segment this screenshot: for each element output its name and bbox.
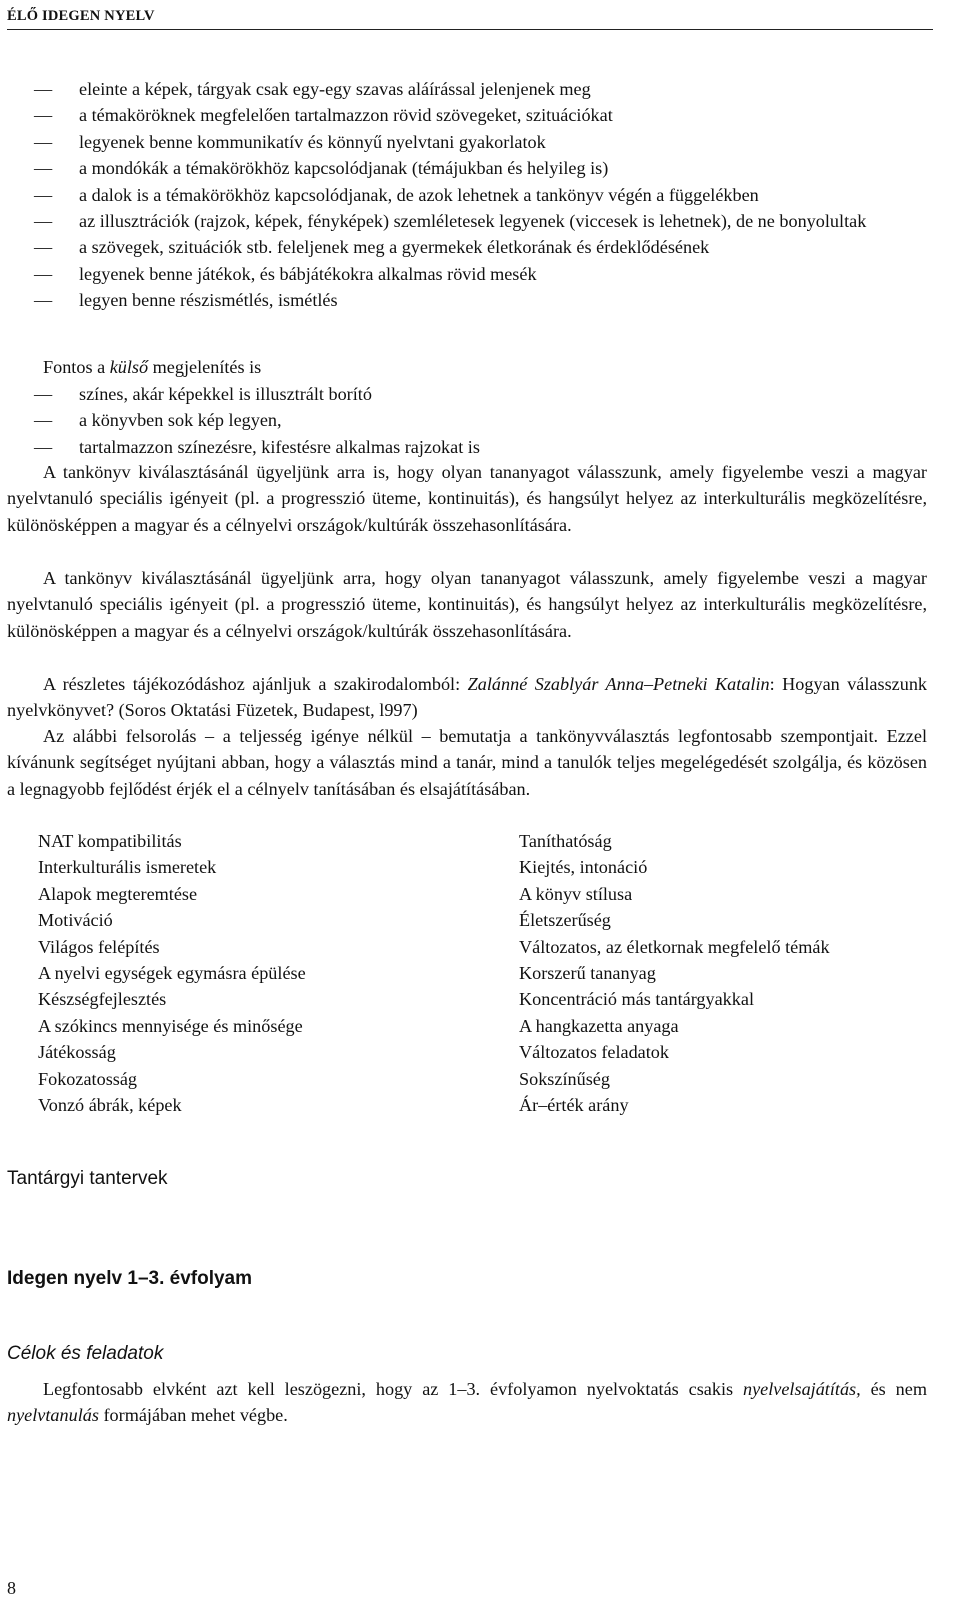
list-item: — a dalok is a témakörökhöz kapcsolódjanak, de azok lehetnek a tankönyv végén a függelékben — [7, 182, 927, 208]
dash-bullet: — — [34, 184, 53, 205]
paragraph-1: A tankönyv kiválasztásánál ügyeljünk arra is, hogy olyan tananyagot válasszunk, amely figyelembe veszi a magyar nyelvtanuló speciális igényeit (pl. a progresszió üteme, kontinuitás), és hangsúlyt helyez az interkulturális megközelítésre, különösképpen a magyar és a célnyelvi országok/kultúrák összehasonlítására. — [7, 462, 927, 535]
external-appearance-list — [7, 381, 927, 460]
author-names: Zalánné Szablyár Anna–Petneki Katalin — [467, 674, 770, 694]
textbook-content-list — [7, 76, 927, 314]
dash-bullet: — — [34, 436, 53, 457]
list-item: Ár–érték arány — [519, 1095, 629, 1116]
goals-heading: Célok és feladatok — [7, 1343, 164, 1364]
list-item: Vonzó ábrák, képek — [38, 1095, 182, 1116]
section-heading: Tantárgyi tantervek — [7, 1168, 168, 1189]
list-item: Fokozatosság — [38, 1068, 138, 1089]
list-item: A szókincs mennyisége és minősége — [38, 1015, 303, 1036]
external-appearance-intro: Fontos a külső megjelenítés is — [43, 357, 262, 377]
list-item: — legyenek benne kommunikatív és könnyű nyelvtani gyakorlatok — [7, 129, 927, 155]
list-item: Készségfejlesztés — [38, 989, 167, 1010]
list-item: — a témaköröknek megfelelően tartalmazzon rövid szövegeket, szituációkat — [7, 102, 927, 128]
dash-bullet: — — [34, 410, 53, 431]
criteria-left-column — [38, 828, 306, 1118]
dash-bullet: — — [34, 79, 53, 99]
list-item: A hangkazetta anyaga — [519, 1015, 679, 1036]
list-item: Világos felépítés — [38, 936, 160, 957]
list-item: — legyen benne részismétlés, ismétlés — [7, 287, 927, 313]
list-item: — színes, akár képekkel is illusztrált borító — [7, 381, 927, 407]
list-item: Sokszínűség — [519, 1068, 610, 1089]
list-item: NAT kompatibilitás — [38, 831, 182, 851]
list-item: Változatos, az életkornak megfelelő témák — [519, 936, 830, 957]
running-header — [7, 8, 933, 30]
dash-bullet: — — [34, 290, 53, 311]
criteria-right-column — [519, 828, 830, 1118]
list-item: — a mondókák a témakörökhöz kapcsolódjanak (témájukban és helyileg is) — [7, 155, 927, 181]
list-item: Motiváció — [38, 910, 113, 931]
dash-bullet: — — [34, 158, 53, 179]
list-item: — az illusztrációk (rajzok, képek, fényképek) szemléletesek legyenek (viccesek is lehetnek), de ne bonyolultak — [7, 208, 927, 234]
dash-bullet: — — [34, 237, 53, 258]
dash-bullet: — — [34, 384, 53, 404]
paragraph-4: Az alábbi felsorolás – a teljesség igénye nélkül – bemutatja a tankönyvválasztás legfontosabb szempontjait. Ezzel kívánunk segítséget nyújtani abban, hogy a választás mind a tanár, mind a tanulók teljes megelégedését szolgálja, és közösen a legnagyobb fejlődést érjék el a célnyelv tanításában és elsajátításában. — [7, 726, 927, 799]
dash-bullet: — — [34, 211, 53, 232]
goals-paragraph: Legfontosabb elvként azt kell leszögezni, hogy az 1–3. évfolyamon nyelvoktatás csakis nyelvelsajátítás, és nem nyelvtanulás formájában mehet végbe. — [7, 1379, 927, 1426]
paragraph-3: A részletes tájékozódáshoz ajánljuk a szakirodalomból: Zalánné Szablyár Anna–Petneki Katalin: Hogyan válasszunk nyelvkönyvet? (Soros Oktatási Füzetek, Budapest, l997) — [7, 674, 928, 721]
list-item: — tartalmazzon színezésre, kifestésre alkalmas rajzokat is — [7, 434, 927, 460]
emphasis-text: nyelvelsajátítás, — [743, 1379, 861, 1399]
list-item: Kiejtés, intonáció — [519, 857, 648, 878]
list-item: Taníthatóság — [519, 831, 612, 851]
paragraph-2: A tankönyv kiválasztásánál ügyeljünk arra, hogy olyan tananyagot válasszunk, amely figyelembe veszi a magyar nyelvtanuló speciális igényeit (pl. a progresszió üteme, kontinuitás), és hangsúlyt helyez az interkulturális megközelítésre, különösképpen a magyar és a célnyelvi országok/kultúrák összehasonlítására. — [7, 568, 927, 641]
list-item: Játékosság — [38, 1042, 116, 1063]
running-header-title: ÉLŐ IDEGEN NYELV — [7, 8, 155, 24]
page-number: 8 — [7, 1578, 16, 1598]
emphasis-text: külső — [109, 357, 149, 377]
list-item: A nyelvi egységek egymásra épülése — [38, 963, 306, 984]
list-item: Alapok megteremtése — [38, 883, 198, 904]
list-item: — legyenek benne játékok, és bábjátékokra alkalmas rövid mesék — [7, 261, 927, 287]
list-item: Interkulturális ismeretek — [38, 857, 217, 878]
list-item: A könyv stílusa — [519, 883, 633, 904]
list-item: — a könyvben sok kép legyen, — [7, 407, 927, 433]
emphasis-text: nyelvtanulás — [7, 1405, 99, 1426]
dash-bullet: — — [34, 105, 53, 126]
list-item: — a szövegek, szituációk stb. feleljenek meg a gyermekek életkorának és érdeklődésének — [7, 234, 927, 260]
dash-bullet: — — [34, 263, 53, 284]
list-item: Koncentráció más tantárgyakkal — [519, 989, 754, 1010]
list-item: Életszerűség — [519, 910, 611, 931]
dash-bullet: — — [34, 131, 53, 152]
list-item: Korszerű tananyag — [519, 963, 656, 984]
subsection-heading: Idegen nyelv 1–3. évfolyam — [7, 1268, 253, 1289]
list-item: — eleinte a képek, tárgyak csak egy-egy szavas aláírással jelenjenek meg — [7, 76, 927, 102]
list-item: Változatos feladatok — [519, 1042, 669, 1063]
